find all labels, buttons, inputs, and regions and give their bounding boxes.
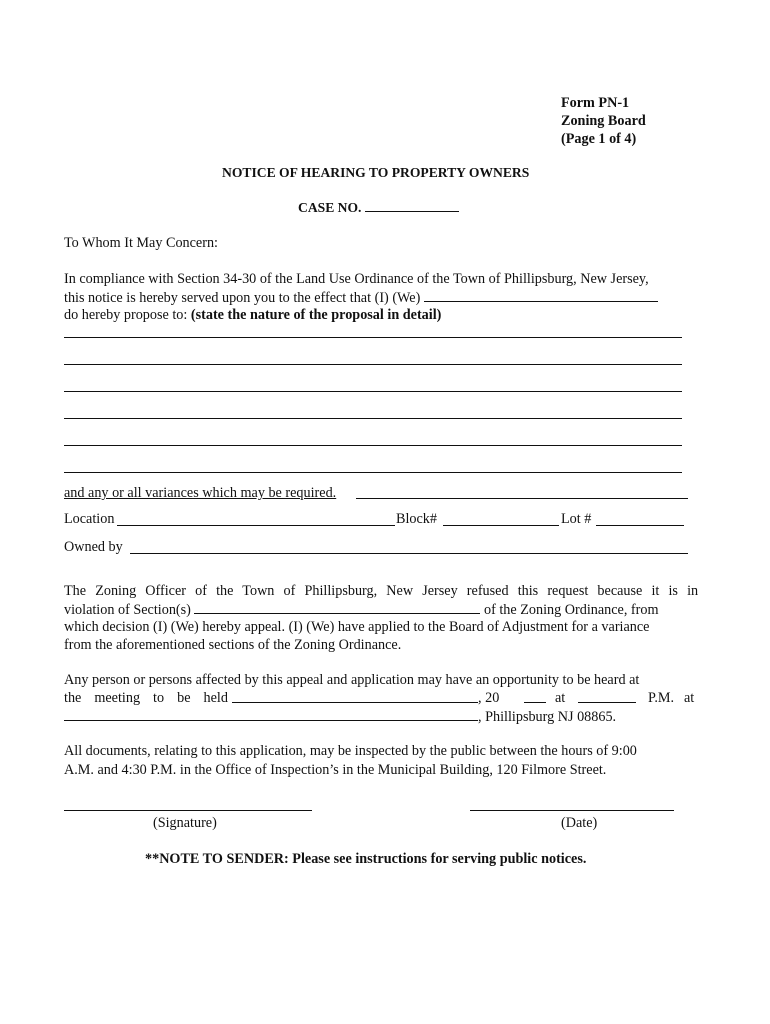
lot-field[interactable] — [596, 525, 684, 526]
zoning-para-line-4: from the aforementioned sections of the Zoning Ordinance. — [64, 637, 402, 653]
intro-line-1: In compliance with Section 34-30 of the Land Use Ordinance of the Town of Phillipsburg, New Jersey, — [64, 271, 649, 287]
note-to-sender: **NOTE TO SENDER: Please see instructions for serving public notices. — [145, 851, 587, 867]
case-number-line — [298, 200, 459, 216]
intro-line-2 — [64, 289, 658, 307]
variances-text: and any or all variances which may be required. — [64, 485, 337, 501]
intro-line-3-text: do hereby propose to: — [64, 307, 188, 323]
phillipsburg-address: , Phillipsburg NJ 08865. — [478, 709, 617, 725]
year-field[interactable] — [524, 690, 546, 703]
proposal-line[interactable] — [64, 391, 682, 392]
lot-label: Lot # — [561, 511, 592, 527]
hearing-location-field[interactable] — [64, 708, 478, 721]
location-label: Location — [64, 511, 115, 527]
documents-para-line-2: A.M. and 4:30 P.M. in the Office of Inspection’s in the Municipal Building, 120 Filmore Street. — [64, 762, 607, 778]
owned-by-field[interactable] — [130, 553, 688, 554]
zoning-para-line-1: The Zoning Officer of the Town of Phillipsburg, New Jersey refused this request because it is in — [64, 583, 699, 599]
zoning-para-line-3: which decision (I) (We) hereby appeal. (I) (We) have applied to the Board of Adjustment for a variance — [64, 619, 650, 635]
form-code: Form PN-1 — [561, 95, 630, 111]
signature-field[interactable] — [64, 810, 312, 811]
page-indicator: (Page 1 of 4) — [561, 131, 637, 147]
proposal-line[interactable] — [64, 364, 682, 365]
pm-text: P.M. — [648, 690, 675, 706]
board-name: Zoning Board — [561, 113, 646, 129]
salutation: To Whom It May Concern: — [64, 235, 218, 251]
documents-para-line-1: All documents, relating to this application, may be inspected by the public between the hours of 9:00 — [64, 743, 637, 759]
hearing-para-line-3 — [64, 708, 616, 726]
zoning-ordinance-text: of the Zoning Ordinance, from — [483, 602, 659, 618]
block-field[interactable] — [443, 525, 559, 526]
applicant-name-field[interactable] — [424, 289, 658, 302]
year-prefix: , 20 — [478, 690, 500, 706]
proposal-line[interactable] — [64, 337, 682, 338]
location-field[interactable] — [117, 525, 395, 526]
at-text: at — [555, 690, 566, 706]
at-text-2: at — [684, 690, 695, 706]
block-label: Block# — [396, 511, 437, 527]
intro-line-2-text: this notice is hereby served upon you to the effect that (I) (We) — [64, 290, 421, 306]
zoning-para-line-2 — [64, 601, 659, 619]
variances-field[interactable] — [356, 498, 688, 499]
owned-by-label: Owned by — [64, 539, 123, 555]
proposal-line[interactable] — [64, 472, 682, 473]
document-title: NOTICE OF HEARING TO PROPERTY OWNERS — [222, 165, 530, 180]
proposal-line[interactable] — [64, 418, 682, 419]
signature-label: (Signature) — [153, 815, 217, 831]
hearing-para-line-2: the meeting to be held , 20 at P.M. at — [64, 690, 695, 706]
section-field[interactable] — [194, 601, 480, 614]
hearing-date-field[interactable] — [232, 690, 478, 703]
intro-line-3 — [64, 307, 441, 324]
variances-line — [64, 485, 336, 502]
proposal-line[interactable] — [64, 445, 682, 446]
proposal-instruction: (state the nature of the proposal in detail) — [190, 307, 442, 323]
date-label: (Date) — [561, 815, 598, 831]
hearing-para-line-1: Any person or persons affected by this appeal and application may have an opportunity to be heard at — [64, 672, 640, 688]
section-label: violation of Section(s) — [64, 602, 191, 618]
date-field[interactable] — [470, 810, 674, 811]
hearing-time-field[interactable] — [578, 690, 636, 703]
case-number-label: CASE NO. — [298, 200, 362, 215]
case-number-field[interactable] — [365, 201, 459, 212]
